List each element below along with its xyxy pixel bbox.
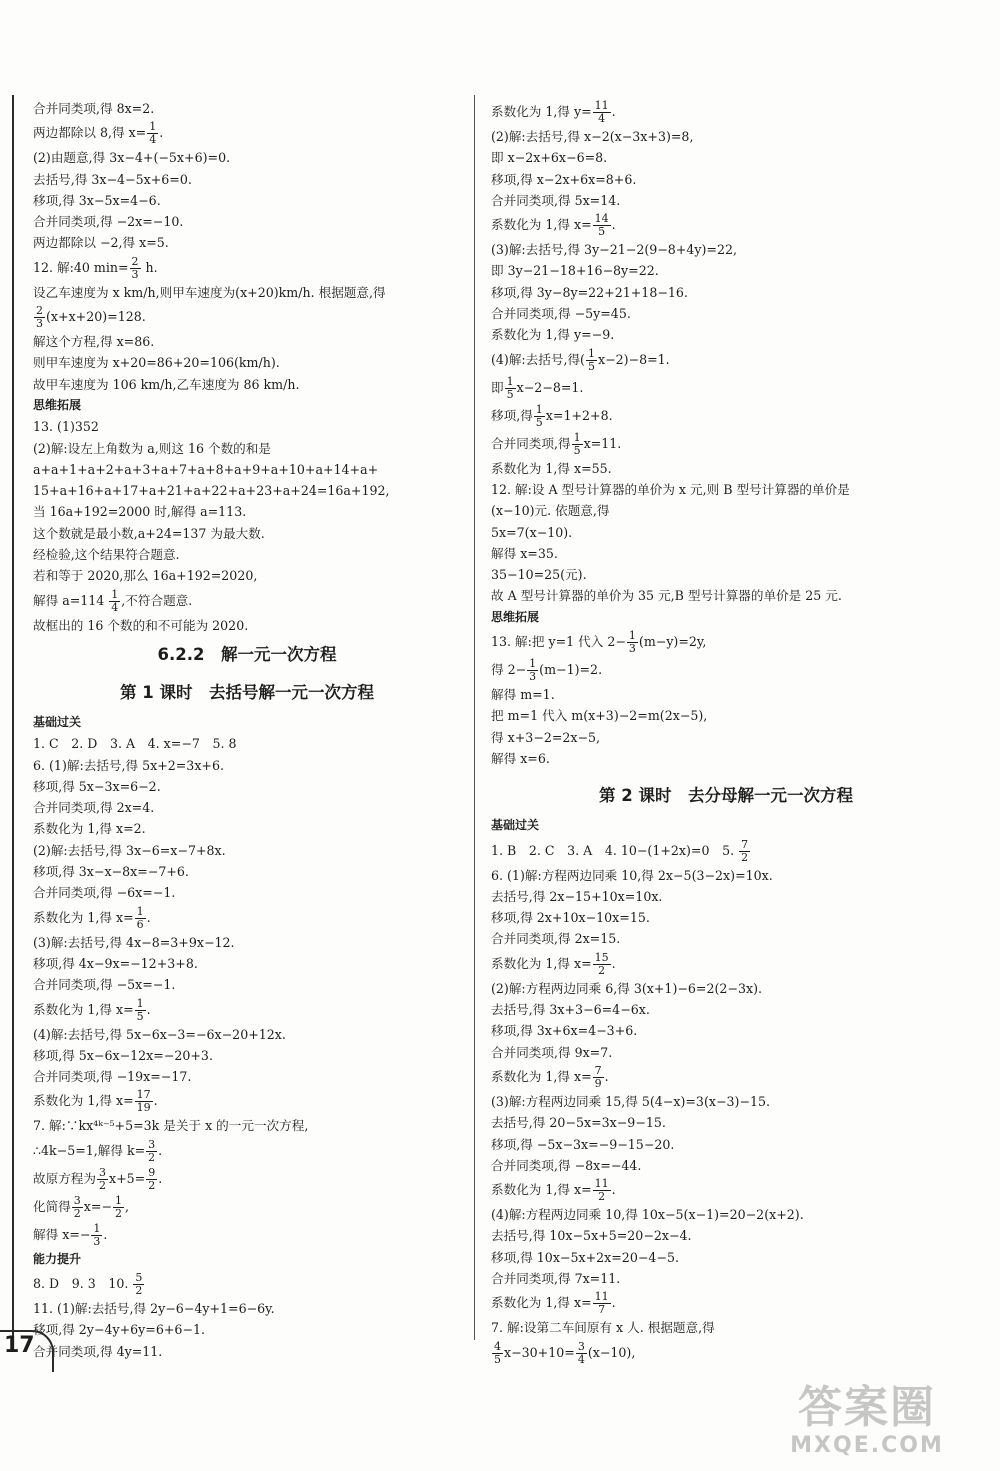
text-line: 7. 解:设第二车间原有 x 人. 根据题意,得 [491, 1320, 715, 1336]
text-line: 故甲车速度为 106 km/h,乙车速度为 86 km/h. [33, 376, 300, 392]
right-column [491, 98, 961, 1367]
fraction: $\frac{3}{2}$ [98, 1165, 106, 1192]
text-line: 11. (1)解:去括号,得 2y−6−4y+1=6−6y. [33, 1300, 275, 1316]
text-line: 解得 m=1. [491, 687, 555, 703]
text-line: 解得 a=114 $\frac{1}{4}$ ,不符合题意. [33, 587, 193, 614]
text-line: 经检验,这个结果符合题意. [33, 547, 180, 563]
text-line: 解这个方程,得 x=86. [33, 334, 155, 350]
fraction: $\frac{11}{7}$ [594, 1290, 609, 1317]
text-line: 去括号,得 20−5x=3x−9−15. [491, 1115, 666, 1131]
fraction: $\frac{11}{4}$ [594, 99, 609, 125]
lesson-heading: 第 2 课时 去分母解一元一次方程 [599, 786, 853, 806]
text-line: 移项,得 10x−5x+2x=20−4−5. [491, 1249, 679, 1265]
text-line: 合并同类项,得 8x=2. [33, 101, 155, 116]
text-line: $\frac{4}{5}$ x−30+10= $\frac{3}{4}$ (x−10), [494, 1339, 636, 1366]
section-label: 基础过关 [33, 714, 82, 729]
fraction: $\frac{15}{2}$ [594, 950, 609, 977]
fraction: $\frac{3}{4}$ [577, 1339, 585, 1366]
text-line: 合并同类项,得 9x=7. [491, 1044, 613, 1060]
text-line: (2)解:设左上角数为 a,则这 16 个数的和是 [33, 440, 271, 456]
fraction: $\frac{2}{3}$ [131, 254, 139, 281]
left-margin-rule [12, 95, 14, 1340]
text-line: 系数化为 1,得 x= $\frac{11}{7}$ . [491, 1290, 616, 1317]
text-line: 系数化为 1,得 x= $\frac{11}{2}$ . [491, 1177, 616, 1204]
fraction: $\frac{5}{2}$ [135, 1270, 143, 1297]
column-divider [474, 95, 475, 1340]
text-line: 系数化为 1,得 x= $\frac{1}{5}$ . [33, 996, 151, 1023]
text-line: 故原方程为 $\frac{3}{2}$ x+5= $\frac{9}{2}$ . [33, 1165, 163, 1192]
text-line: 化简得 $\frac{3}{2}$ x=− $\frac{1}{2}$ , [33, 1193, 130, 1220]
text-line: 解得 x=− $\frac{1}{3}$ . [33, 1221, 108, 1248]
text-line: 系数化为 1,得 y=−9. [491, 327, 615, 343]
text-line: 5x=7(x−10). [491, 524, 573, 540]
fraction: $\frac{3}{2}$ [73, 1193, 81, 1220]
text-line: 合并同类项,得 7x=11. [491, 1270, 621, 1286]
text-line: 系数化为 1,得 x= $\frac{7}{9}$ . [491, 1063, 609, 1090]
fraction: $\frac{4}{5}$ [494, 1339, 501, 1366]
text-line: 合并同类项,得 $\frac{1}{5}$ x=11. [491, 430, 622, 457]
fraction: $\frac{1}{3}$ [529, 657, 537, 684]
text-line: (2)由题意,得 3x−4+(−5x+6)=0. [33, 150, 231, 166]
text-line: 若和等于 2020,那么 16a+192=2020, [33, 568, 258, 584]
text-line: 解得 x=35. [491, 545, 558, 561]
text-line: 得 2− $\frac{1}{3}$ (m−1)=2. [491, 657, 603, 684]
watermark-logo: 答案圈 [798, 1382, 936, 1433]
text-line: 则甲车速度为 x+20=86+20=106(km/h). [33, 355, 280, 371]
fraction: $\frac{1}{3}$ [93, 1221, 101, 1248]
text-line: 15+a+16+a+17+a+21+a+22+a+23+a+24=16a+192, [33, 483, 390, 499]
text-line: 设乙车速度为 x km/h,则甲车速度为(x+20)km/h. 根据题意,得 [33, 284, 386, 300]
text-line: 1. C 2. D 3. A 4. x=−7 5. 8 [33, 736, 237, 752]
text-line: (x−10)元. 依题意,得 [491, 503, 610, 519]
text-line: 合并同类项,得 −19x=−17. [33, 1069, 192, 1085]
text-line: 合并同类项,得 4y=11. [33, 1343, 163, 1359]
text-line: 得 x+3−2=2x−5, [491, 729, 601, 745]
text-line: 即 x−2x+6x−6=8. [491, 150, 608, 166]
text-line: 系数化为 1,得 x= $\frac{1}{6}$ . [33, 904, 151, 931]
text-line: 两边都除以 8,得 x= $\frac{1}{4}$ . [33, 120, 164, 147]
text-line: $\frac{2}{3}$ (x+x+20)=128. [36, 304, 146, 331]
text-line: 移项,得 3y−8y=22+21+18−16. [491, 284, 688, 300]
text-line: 7. 解:∵kx⁴ᵏ⁻⁵+5=3k 是关于 x 的一元一次方程, [33, 1118, 309, 1134]
text-line: 两边都除以 −2,得 x=5. [33, 235, 169, 251]
fraction: $\frac{2}{3}$ [36, 304, 43, 331]
text-line: 合并同类项,得 −5x=−1. [33, 977, 176, 993]
text-line: 6. (1)解:方程两边同乘 10,得 2x−5(3−2x)=10x. [491, 867, 773, 883]
text-line: 故 A 型号计算器的单价为 35 元,B 型号计算器的单价是 25 元. [491, 588, 842, 604]
text-line: 移项,得 3x−x−8x=−7+6. [33, 864, 189, 880]
text-line: 系数化为 1,得 x= $\frac{17}{19}$ . [33, 1088, 158, 1115]
text-line: 12. 解:40 min= $\frac{2}{3}$ h. [33, 254, 158, 281]
text-line: (3)解:去括号,得 4x−8=3+9x−12. [33, 934, 235, 950]
text-line: 合并同类项,得 −8x=−44. [491, 1157, 642, 1173]
text-line: 6. (1)解:去括号,得 5x+2=3x+6. [33, 757, 224, 773]
text-line: 把 m=1 代入 m(x+3)−2=m(2x−5), [491, 708, 708, 724]
text-line: (3)解:方程两边同乘 15,得 5(4−x)=3(x−3)−15. [491, 1093, 771, 1109]
fraction: $\frac{1}{2}$ [115, 1193, 122, 1220]
fraction: $\frac{17}{19}$ [136, 1088, 151, 1115]
text-line: 故框出的 16 个数的和不可能为 2020. [33, 617, 249, 633]
text-line: 去括号,得 10x−5x+5=20−2x−4. [491, 1228, 692, 1244]
fraction: $\frac{11}{2}$ [594, 1177, 609, 1204]
section-heading: 6.2.2 解一元一次方程 [157, 644, 337, 664]
text-line: 移项,得 5x−6x−12x=−20+3. [33, 1047, 213, 1063]
text-line: 移项,得 x−2x+6x=8+6. [491, 171, 637, 187]
text-line: 移项,得 4x−9x=−12+3+8. [33, 955, 198, 971]
fraction: $\frac{7}{9}$ [594, 1063, 602, 1090]
text-line: (3)解:去括号,得 3y−21−2(9−8+4y)=22, [491, 242, 737, 258]
text-line: 系数化为 1,得 y= $\frac{11}{4}$ . [491, 99, 616, 125]
fraction: $\frac{9}{2}$ [148, 1165, 156, 1192]
text-line: 12. 解:设 A 型号计算器的单价为 x 元,则 B 型号计算器的单价是 [491, 481, 850, 497]
text-line: 8. D 9. 3 10. $\frac{5}{2}$ [33, 1270, 143, 1297]
text-line: 合并同类项,得 −6x=−1. [33, 885, 176, 901]
text-line: (4)解:去括号,得( $\frac{1}{5}$ x−2)−8=1. [491, 346, 670, 373]
watermark-url: MXQE.COM [790, 1433, 944, 1458]
fraction: $\frac{1}{5}$ [573, 430, 581, 457]
page-number: 17 [4, 1333, 35, 1358]
text-line: 移项,得 $\frac{1}{5}$ x=1+2+8. [491, 402, 613, 429]
section-label: 思维拓展 [491, 609, 540, 624]
text-line: 35−10=25(元). [491, 567, 587, 583]
text-line: (2)解:方程两边同乘 6,得 3(x+1)−6=2(2−3x). [491, 980, 762, 996]
text-line: 即 $\frac{1}{5}$ x−2−8=1. [491, 374, 584, 401]
fraction: $\frac{1}{5}$ [587, 346, 595, 373]
text-line: 移项,得 3x+6x=4−3+6. [491, 1023, 638, 1039]
text-line: 解得 x=6. [491, 750, 550, 766]
fraction: $\frac{3}{2}$ [148, 1137, 156, 1164]
text-line: 系数化为 1,得 x=55. [491, 460, 612, 476]
text-line: 合并同类项,得 2x=4. [33, 800, 155, 816]
fraction: $\frac{1}{6}$ [136, 904, 144, 931]
section-label: 能力提升 [33, 1251, 82, 1266]
text-line: 系数化为 1,得 x= $\frac{14}{5}$ . [491, 212, 616, 239]
text-line: 去括号,得 2x−15+10x=10x. [491, 888, 663, 904]
text-line: 移项,得 3x−5x=4−6. [33, 192, 161, 208]
text-line: 移项,得 5x−3x=6−2. [33, 778, 161, 794]
text-line: 系数化为 1,得 x=2. [33, 821, 146, 837]
text-line: 这个数就是最小数,a+24=137 为最大数. [33, 525, 265, 541]
text-line: (2)解:去括号,得 x−2(x−3x+3)=8, [491, 129, 694, 144]
fraction: $\frac{1}{3}$ [628, 629, 636, 656]
section-label: 思维拓展 [33, 397, 82, 412]
fraction: $\frac{7}{2}$ [741, 837, 749, 864]
lesson-heading: 第 1 课时 去括号解一元一次方程 [120, 682, 374, 702]
text-line: 合并同类项,得 5x=14. [491, 192, 621, 208]
text-line: 移项,得 2x+10x−10x=15. [491, 910, 650, 926]
text-line: ∴4k−5=1,解得 k= $\frac{3}{2}$ . [33, 1137, 163, 1164]
fraction: $\frac{1}{4}$ [111, 587, 119, 614]
text-line: 去括号,得 3x−4−5x+6=0. [33, 171, 192, 187]
fraction: $\frac{1}{5}$ [136, 996, 144, 1023]
text-line: 移项,得 −5x−3x=−9−15−20. [491, 1136, 675, 1152]
text-line: 合并同类项,得 −5y=45. [491, 306, 631, 322]
fraction: $\frac{1}{4}$ [149, 120, 157, 147]
text-line: 1. B 2. C 3. A 4. 10−(1+2x)=0 5. $\frac{7}{2}$ [491, 837, 749, 864]
watermark [752, 1383, 982, 1463]
text-line: (4)解:去括号,得 5x−6x−3=−6x−20+12x. [33, 1026, 286, 1042]
text-line: 13. (1)352 [33, 419, 99, 435]
text-line: (2)解:去括号,得 3x−6=x−7+8x. [33, 842, 226, 858]
fraction: $\frac{1}{5}$ [535, 402, 543, 429]
fraction: $\frac{1}{5}$ [506, 374, 514, 401]
text-line: 13. 解:把 y=1 代入 2− $\frac{1}{3}$ (m−y)=2y, [491, 629, 707, 656]
text-line: (4)解:方程两边同乘 10,得 10x−5(x−1)=20−2(x+2). [491, 1207, 804, 1223]
left-column [33, 98, 461, 1362]
text-line: 合并同类项,得 2x=15. [491, 931, 621, 947]
fraction: $\frac{14}{5}$ [594, 212, 609, 239]
text-line: a+a+1+a+2+a+3+a+7+a+8+a+9+a+10+a+14+a+ [33, 461, 379, 477]
text-line: 当 16a+192=2000 时,解得 a=113. [33, 504, 247, 520]
text-line: 移项,得 2y−4y+6y=6+6−1. [33, 1322, 205, 1338]
text-line: 系数化为 1,得 x= $\frac{15}{2}$ . [491, 950, 616, 977]
section-label: 基础过关 [491, 818, 540, 833]
text-line: 合并同类项,得 −2x=−10. [33, 214, 184, 230]
text-line: 即 3y−21−18+16−8y=22. [491, 263, 659, 279]
text-line: 去括号,得 3x+3−6=4−6x. [491, 1002, 650, 1018]
